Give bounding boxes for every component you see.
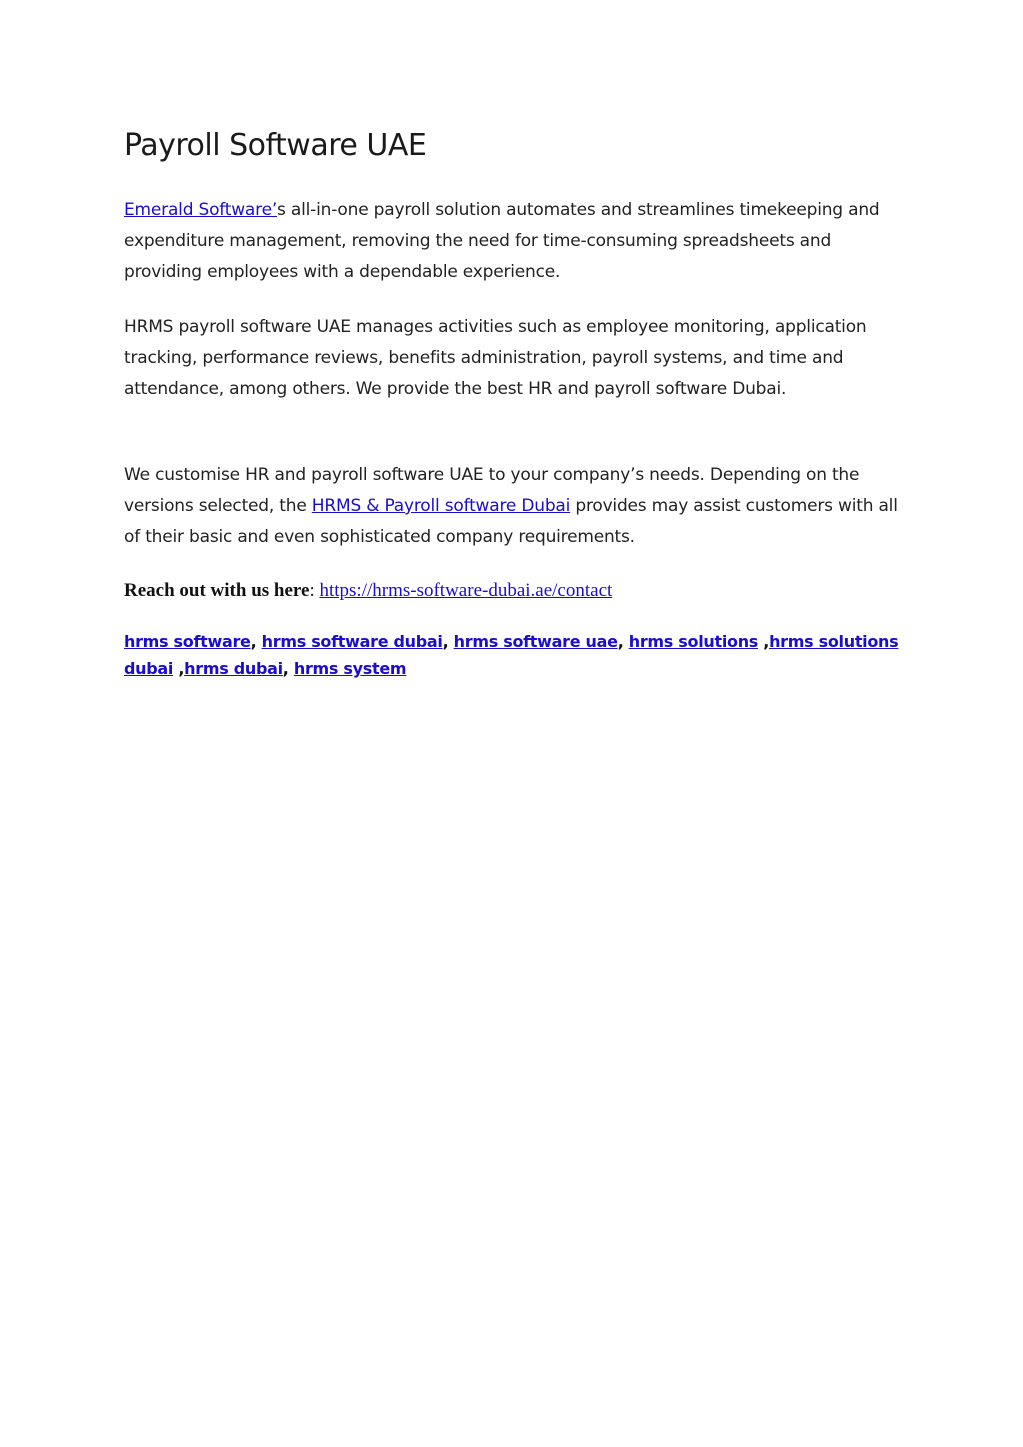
tag-link[interactable]: hrms software dubai (261, 632, 443, 651)
customise-text-before: We customise HR and payroll software UAE to your company’s needs. Depending on the versions selected, the (124, 465, 860, 516)
contact-line (124, 580, 612, 602)
intro-text: s all-in-one payroll solution automates and streamlines timekeeping and expenditure management, removing the need for time-consuming spreadsheets and providing employees with a dependable experience. (124, 200, 880, 282)
tag-link[interactable]: hrms software (124, 632, 251, 651)
contact-colon: : (309, 580, 315, 601)
contact-url-link[interactable]: https://hrms-software-dubai.ae/contact (319, 580, 613, 601)
customise-paragraph (124, 460, 904, 553)
tag-link[interactable]: hrms system (293, 659, 407, 678)
tag-link[interactable]: hrms software uae (453, 632, 618, 651)
tag-separator: , (442, 632, 454, 651)
hrms-text: HRMS payroll software UAE manages activities such as employee monitoring, application tracking, performance reviews, benefits administration, payroll systems, and time and attendance, among others. We provide the best HR and payroll software Dubai. (124, 317, 867, 399)
tag-link[interactable]: hrms dubai (184, 659, 283, 678)
tag-list (124, 628, 904, 682)
tag-separator: , (173, 659, 185, 678)
intro-paragraph (124, 195, 904, 288)
tag-link[interactable]: hrms solutions (628, 632, 759, 651)
tag-link[interactable]: hrms solutions dubai (124, 632, 899, 678)
emerald-software-link[interactable]: Emerald Software’ (124, 200, 278, 220)
tag-separator: , (617, 632, 629, 651)
customise-text-after: provides may assist customers with all of their basic and even sophisticated company requirements. (124, 496, 898, 547)
hrms-paragraph (124, 312, 904, 405)
page-title: Payroll Software UAE (124, 128, 427, 163)
tag-separator: , (250, 632, 262, 651)
contact-label: Reach out with us here (124, 580, 310, 601)
tag-separator: , (282, 659, 294, 678)
hrms-payroll-dubai-link[interactable]: HRMS & Payroll software Dubai (311, 496, 571, 516)
tag-separator: , (758, 632, 770, 651)
